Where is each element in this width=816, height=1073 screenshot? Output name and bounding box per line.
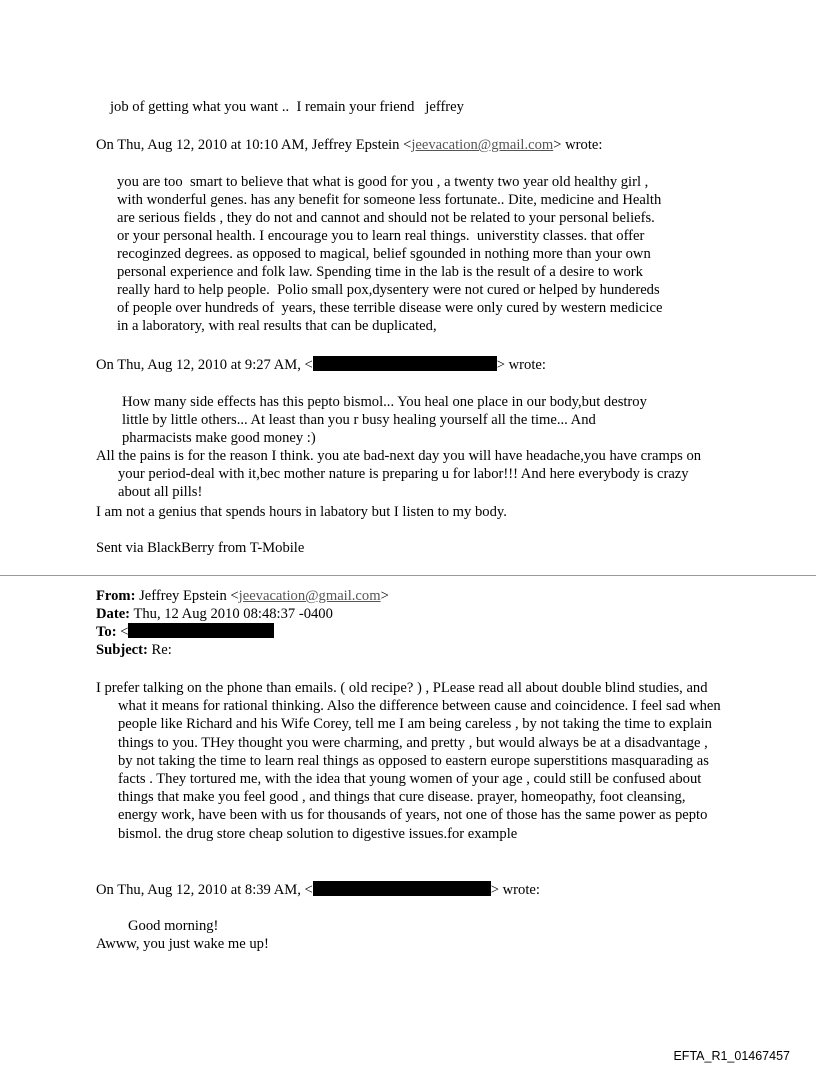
from-label: From: xyxy=(96,588,136,604)
quote1-line: really hard to help people. Polio small pox,dysentery were not cured or helped by hundereds xyxy=(117,282,660,298)
quote2-line: How many side effects has this pepto bismol... You heal one place in our body,but destroy xyxy=(122,394,647,410)
to-label: To: xyxy=(96,624,117,640)
separator-rule xyxy=(0,575,816,576)
quote2-suffix: > wrote: xyxy=(496,357,546,373)
quote2-signature: Sent via BlackBerry from T-Mobile xyxy=(96,540,305,556)
subject-row xyxy=(96,641,172,659)
quote1-suffix: > wrote: xyxy=(553,137,603,153)
quote3-prefix: On Thu, Aug 12, 2010 at 8:39 AM, < xyxy=(96,882,313,898)
email-body: I prefer talking on the phone than emails. ( old recipe? ) , PLease read all about double blind studies, and what it means for rational thinking. Also the difference between cause and coincidence. I feel sad when people like Richard and his Wife Corey, tell me I am being careless , by not taking the time to explain things to you. THey thought you were charming, and pretty , but would always be at a disadvantage , by not taking the time to learn real things as opposed to eastern europe superstitions masquarading as facts . They tortured me, with the idea that young women of your age , could still be confused about things that make you feel good , and things that cure disease. prayer, homeopathy, foot cleansing, energy work, have been with us for thousands of years, not one of those has the same power as pepto bismol. the drug store cheap solution to digestive issues.for example xyxy=(96,680,721,842)
from-name: Jeffrey Epstein < xyxy=(139,588,239,604)
quote1-line: in a laboratory, with real results that can be duplicated, xyxy=(117,318,437,334)
quote1-header xyxy=(96,136,602,154)
quote1-line: with wonderful genes. has any benefit for someone less fortunate.. Dite, medicine and Health xyxy=(117,192,662,208)
quote3-line: Good morning! xyxy=(128,918,219,934)
to-row xyxy=(96,623,274,641)
quote3-suffix: > wrote: xyxy=(490,882,540,898)
quote2-line: I am not a genius that spends hours in labatory but I listen to my body. xyxy=(96,504,507,520)
quote1-prefix: On Thu, Aug 12, 2010 at 10:10 AM, Jeffrey Epstein < xyxy=(96,137,412,153)
subject-label: Subject: xyxy=(96,642,148,658)
quote3-header xyxy=(96,881,540,899)
quote1-email-link[interactable]: jeevacation@gmail.com xyxy=(411,137,554,153)
redaction-bar xyxy=(128,623,274,638)
quote2-prefix: On Thu, Aug 12, 2010 at 9:27 AM, < xyxy=(96,357,313,373)
date-label: Date: xyxy=(96,606,131,622)
from-email-link[interactable]: jeevacation@gmail.com xyxy=(238,588,381,604)
quote2-header xyxy=(96,356,546,374)
quote1-line: personal experience and folk law. Spending time in the lab is the result of a desire to work xyxy=(117,264,643,280)
quote2-line: little by little others... At least than you r busy healing yourself all the time... And xyxy=(122,412,596,428)
from-row xyxy=(96,587,389,605)
redaction-bar xyxy=(313,356,497,371)
date-row xyxy=(96,605,333,623)
continuation-line: job of getting what you want .. I remain your friend jeffrey xyxy=(110,99,464,115)
subject-value: Re: xyxy=(151,642,172,658)
redaction-bar xyxy=(313,881,491,896)
quote3-line: Awww, you just wake me up! xyxy=(96,936,269,952)
to-value: < xyxy=(120,624,129,640)
date-value: Thu, 12 Aug 2010 08:48:37 -0400 xyxy=(133,606,333,622)
quote1-line: of people over hundreds of years, these terrible disease were only cured by western medicice xyxy=(117,300,663,316)
quote2-line: pharmacists make good money :) xyxy=(122,430,316,446)
quote1-line: you are too smart to believe that what is good for you , a twenty two year old healthy girl , xyxy=(117,174,649,190)
quote1-line: recoginzed degrees. as opposed to magical, belief sgounded in nothing more than your own xyxy=(117,246,651,262)
quote2-paragraph: All the pains is for the reason I think. you ate bad-next day you will have headache,you have cramps on your period-deal with it,bec mother nature is preparing u for labor!!! And here everybody is crazy about all pills! xyxy=(96,448,702,501)
from-close: > xyxy=(380,588,389,604)
quote1-line: or your personal health. I encourage you to learn real things. universtity classes. that offer xyxy=(117,228,645,244)
quote1-line: are serious fields , they do not and cannot and should not be related to your personal beliefs. xyxy=(117,210,655,226)
bates-number: EFTA_R1_01467457 xyxy=(673,1049,790,1063)
